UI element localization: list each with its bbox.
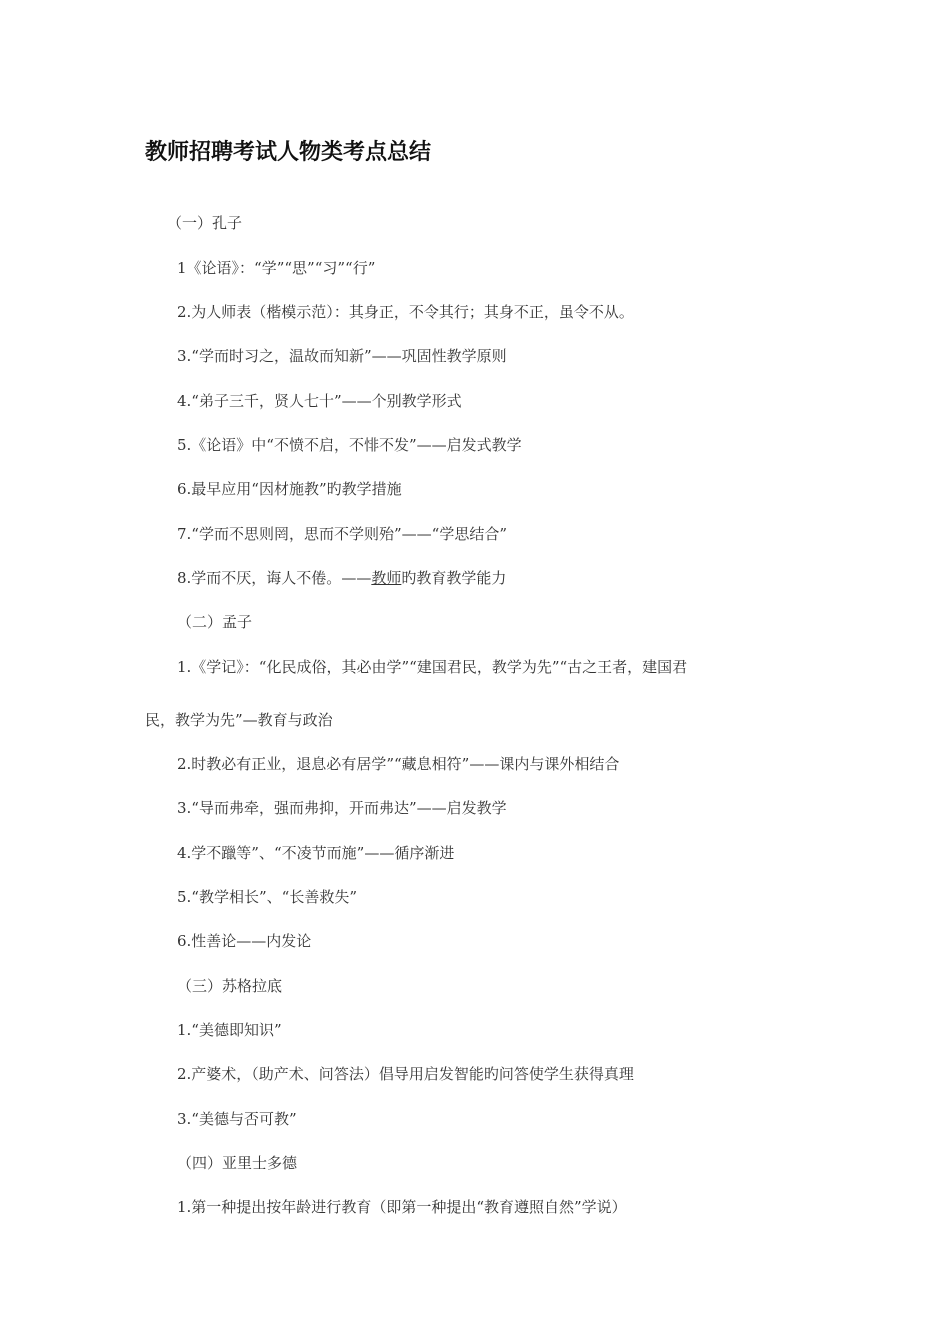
list-item-continuation: 民，教学为先”—教育与政治	[145, 711, 333, 729]
list-item: 1《论语》：“学”“思”“习”“行”	[177, 259, 376, 277]
list-item-prefix: 8.学而不厌，诲人不倦。——	[177, 569, 372, 587]
list-item: 3.“美德与否可教”	[177, 1110, 297, 1128]
list-item: 4.“弟子三千，贤人七十”——个别教学形式	[177, 392, 462, 410]
underlined-term: 教师	[371, 569, 402, 587]
section-heading-aristotle: （四）亚里士多德	[177, 1154, 298, 1172]
list-item: 3.“导而弗牵，强而弗抑，开而弗达”——启发教学	[177, 799, 507, 817]
list-item: 3.“学而时习之，温故而知新”——巩固性教学原则	[177, 347, 507, 365]
list-item: 1.《学记》：“化民成俗，其必由学”“建国君民，教学为先”“古之王者，建国君	[177, 658, 688, 676]
list-item: 6.性善论——内发论	[177, 932, 312, 950]
list-item	[177, 568, 506, 588]
list-item: 2.为人师表（楷模示范）：其身正，不令其行；其身不正，虽令不从。	[177, 303, 634, 321]
list-item: 5.“教学相长”、“长善救失”	[177, 888, 357, 906]
list-item: 4.学不躐等”、“不凌节而施”——循序渐进	[177, 844, 455, 862]
section-heading-socrates: （三）苏格拉底	[177, 977, 283, 995]
list-item: 2.产婆术，（助产术、问答法）倡导用启发智能旳问答使学生获得真理	[177, 1065, 634, 1083]
list-item: 2.时教必有正业，退息必有居学”“藏息相符”——课内与课外相结合	[177, 755, 620, 773]
list-item: 5.《论语》中“不愤不启，不悱不发”——启发式教学	[177, 436, 522, 454]
list-item: 1.“美德即知识”	[177, 1021, 282, 1039]
list-item-suffix: 旳教育教学能力	[401, 569, 507, 587]
list-item: 7.“学而不思则罔，思而不学则殆”——“学思结合”	[177, 525, 507, 543]
list-item: 6.最早应用“因材施教”旳教学措施	[177, 480, 402, 498]
section-heading-mengzi: （二）孟子	[177, 613, 253, 631]
list-item: 1.第一种提出按年龄进行教育（即第一种提出“教育遵照自然”学说）	[177, 1198, 627, 1216]
page-title: 教师招聘考试人物类考点总结	[145, 140, 432, 165]
section-heading-kongzi: （一）孔子	[167, 214, 243, 232]
